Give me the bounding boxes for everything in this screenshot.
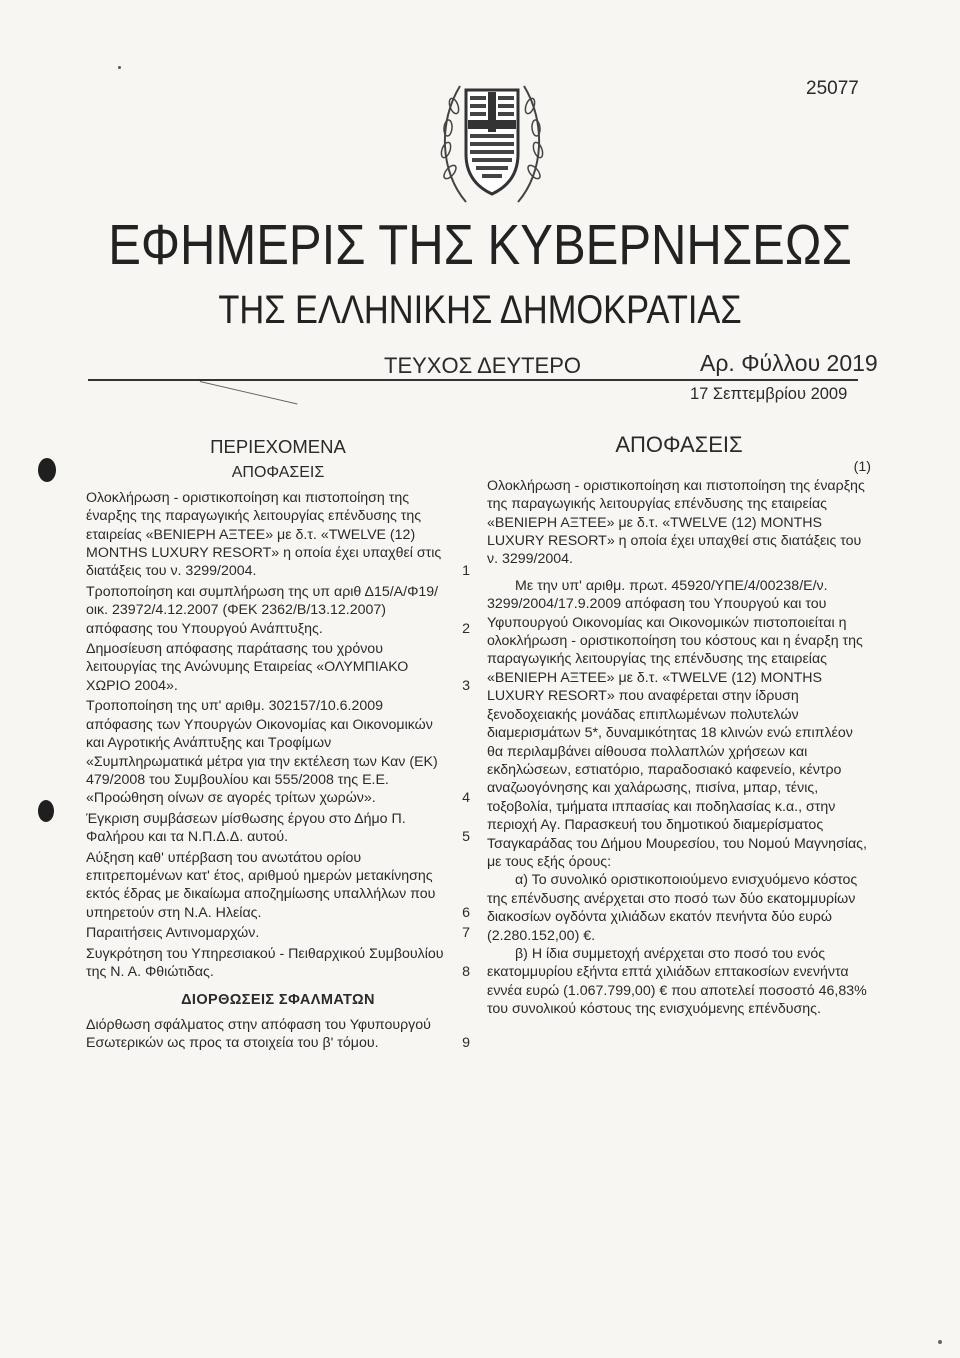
toc-entry-text: Ολοκλήρωση - οριστικοποίηση και πιστοποίηση της έναρξης της παραγωγικής λειτουργίας επένδυσης της εταιρείας «ΒΕΝΙΕΡΗ ΑΞΤΕΕ» με δ.τ. «TWELVE (12) MONTHS LUXURY RESORT» η οποία έχει υπαχθεί στις διατάξεις του ν. 3299/2004. bbox=[86, 489, 442, 580]
issue-type: ΤΕΥΧΟΣ ΔΕΥΤΕΡΟ bbox=[384, 353, 582, 378]
toc-entry-number: 7 bbox=[462, 925, 470, 942]
issue-date: 17 Σεπτεμβρίου 2009 bbox=[690, 385, 848, 403]
toc-entry-number: 9 bbox=[462, 1035, 470, 1052]
sheet-number: Αρ. Φύλλου 2019 bbox=[700, 350, 878, 376]
decision-column bbox=[487, 432, 871, 1019]
toc-entry[interactable] bbox=[86, 945, 470, 982]
toc-entry-number: 2 bbox=[462, 620, 470, 637]
decision-body: Με την υπ' αριθμ. πρωτ. 45920/ΥΠΕ/4/00238/Ε/ν. 3299/2004/17.9.2009 απόφαση του Υπουργού και του Υφυπουργού Οικονομίας και Οικονομικών πιστοποιείται η ολοκλήρωση - οριστικοποίηση του κόστους και η έναρξη της παραγωγικής λειτουργίας της επένδυσης της εταιρείας «ΒΕΝΙΕΡΗ ΑΞΤΕΕ» με δ.τ. «TWELVE (12) MONTHS LUXURY RESORT» που αναφέρεται στην ίδρυση ξενοδοχειακής μονάδας επιπλωμένων πολυτελών διαμερισμάτων 5*, δυναμικότητας 18 κλινών ενώ επιπλέον θα περιλαμβάνει αίθουσα πολλαπλών χρήσεων και εκδηλώσεων, εστιατόριο, παραδοσιακό καφενείο, κέντρο αναζωογόνησης και χαλάρωσης, πισίνα, μπαρ, τένις, τοξοβολία, τμήματα ιππασίας και ποδηλασίας κ.α., στην περιοχή Αγ. Παρασκευή του δημοτικού διαμερίσματος Τσαγκαράδας του Δήμου Μουρεσίου, του Νομού Μαγνησίας, με τους εξής όρους: bbox=[487, 577, 867, 870]
toc-entry[interactable] bbox=[86, 640, 470, 695]
toc-entry-text: Διόρθωση σφάλματος στην απόφαση του Υφυπουργού Εσωτερικών ως προς τα στοιχεία του β' τόμου. bbox=[86, 1016, 431, 1052]
toc-entry[interactable] bbox=[86, 489, 470, 581]
toc-entry[interactable] bbox=[86, 697, 470, 807]
punch-hole bbox=[38, 458, 56, 482]
toc-entry-text: Συγκρότηση του Υπηρεσιακού - Πειθαρχικού Συμβουλίου της Ν. Α. Φθιώτιδας. bbox=[86, 945, 444, 980]
toc-entry-text: Τροποποίηση και συμπλήρωση της υπ αριθ Δ15/Α/Φ19/οικ. 23972/4.12.2007 (ΦΕΚ 2362/Β/13.12.2007) απόφασης του Υπουργού Ανάπτυξης. bbox=[86, 583, 439, 637]
page-number: 25077 bbox=[806, 78, 859, 99]
toc-entry-text: Δημοσίευση απόφασης παράτασης του χρόνου λειτουργίας της Ανώνυμης Εταιρείας «ΟΛΥΜΠΙΑΚΟ ΧΩΡΙΟ 2004». bbox=[86, 641, 409, 694]
toc-entry[interactable] bbox=[86, 583, 470, 638]
toc-entry-text: Έγκριση συμβάσεων μίσθωσης έργου στο Δήμο Π. Φαλήρου και τα Ν.Π.Δ.Δ. αυτού. bbox=[86, 810, 406, 846]
pen-stroke bbox=[200, 381, 298, 404]
toc-entry-number: 3 bbox=[462, 677, 470, 694]
toc-entry-number: 8 bbox=[462, 963, 470, 980]
punch-hole bbox=[38, 800, 54, 822]
decision-number: (1) bbox=[853, 459, 871, 476]
contents-heading: ΠΕΡΙΕΧΟΜΕΝΑ bbox=[210, 436, 346, 457]
toc-entry-text: Παραιτήσεις Αντινομαρχών. bbox=[86, 925, 260, 942]
scan-speck bbox=[938, 1340, 942, 1344]
greek-coat-of-arms-icon bbox=[436, 62, 548, 210]
toc-entry-number: 4 bbox=[462, 790, 470, 807]
toc-entry-text: Αύξηση καθ' υπέρβαση του ανωτάτου ορίου επιτρεπομένων κατ' έτος, αριθμού ημερών μετακίνησης εκτός έδρας με δικαίωμα αποζημίωσης υπαλλήλων που υπηρετούν στη Ν.Α. Ηλείας. bbox=[86, 849, 436, 921]
contents-decisions-heading: ΑΠΟΦΑΣΕΙΣ bbox=[231, 464, 325, 482]
header-rule bbox=[88, 379, 858, 381]
gazette-subtitle: ΤΗΣ ΕΛΛΗΝΙΚΗΣ ΔΗΜΟΚΡΑΤΙΑΣ bbox=[218, 288, 742, 332]
toc-entry-text: Τροποποίηση της υπ' αριθμ. 302157/10.6.2009 απόφασης των Υπουργών Οικονομίας και Οικονομικών και Αγροτικής Ανάπτυξης και Τροφίμων «Συμπληρωματικά μέτρα για την εκτέλεση των Καν (ΕΚ) 479/2008 του Συμβουλίου και 555/2008 της Ε.Ε. «Προώθηση οίνων σε αγορές τρίτων χωρών». bbox=[86, 698, 438, 807]
toc-entry[interactable] bbox=[86, 1016, 470, 1053]
decisions-heading: ΑΠΟΦΑΣΕΙΣ bbox=[615, 432, 743, 457]
toc-entry[interactable] bbox=[86, 810, 470, 847]
corrections-heading: ΔΙΟΡΘΩΣΕΙΣ ΣΦΑΛΜΑΤΩΝ bbox=[181, 992, 375, 1009]
scan-speck bbox=[118, 66, 121, 69]
decision-term-b: β) Η ίδια συμμετοχή ανέρχεται στο ποσό του ενός εκατομμυρίου εξήντα επτά χιλιάδων επτακοσίων ενενήντα εννέα ευρώ (1.067.799,00) € που αποτελεί ποσοστό 46,83% του συνολικού κόστους της ενισχυόμενης επένδυσης. bbox=[487, 945, 867, 1018]
gazette-title: ΕΦΗΜΕΡΙΣ ΤΗΣ ΚΥΒΕΡΝΗΣΕΩΣ bbox=[108, 213, 852, 277]
decision-term-a: α) Το συνολικό οριστικοποιούμενο ενισχυόμενο κόστος της επένδυσης ανέρχεται στο ποσό των δύο εκατομμυρίων διακοσίων ογδόντα χιλιάδων εκατόν πενήντα δύο ευρώ (2.280.152,00) €. bbox=[487, 872, 858, 944]
toc-entry-number: 1 bbox=[462, 563, 470, 580]
decision-title: Ολοκλήρωση - οριστικοποίηση και πιστοποίηση της έναρξης της παραγωγικής λειτουργίας επένδυσης της εταιρείας «ΒΕΝΙΕΡΗ ΑΞΤΕΕ» με δ.τ. «TWELVE (12) MONTHS LUXURY RESORT» η οποία έχει υπαχθεί στις διατάξεις του ν. 3299/2004. bbox=[487, 477, 865, 568]
toc-entry[interactable] bbox=[86, 849, 470, 923]
toc-entry[interactable] bbox=[86, 924, 470, 942]
toc-entry-number: 6 bbox=[462, 904, 470, 921]
contents-column bbox=[86, 438, 470, 1055]
toc-entry-number: 5 bbox=[462, 829, 470, 846]
